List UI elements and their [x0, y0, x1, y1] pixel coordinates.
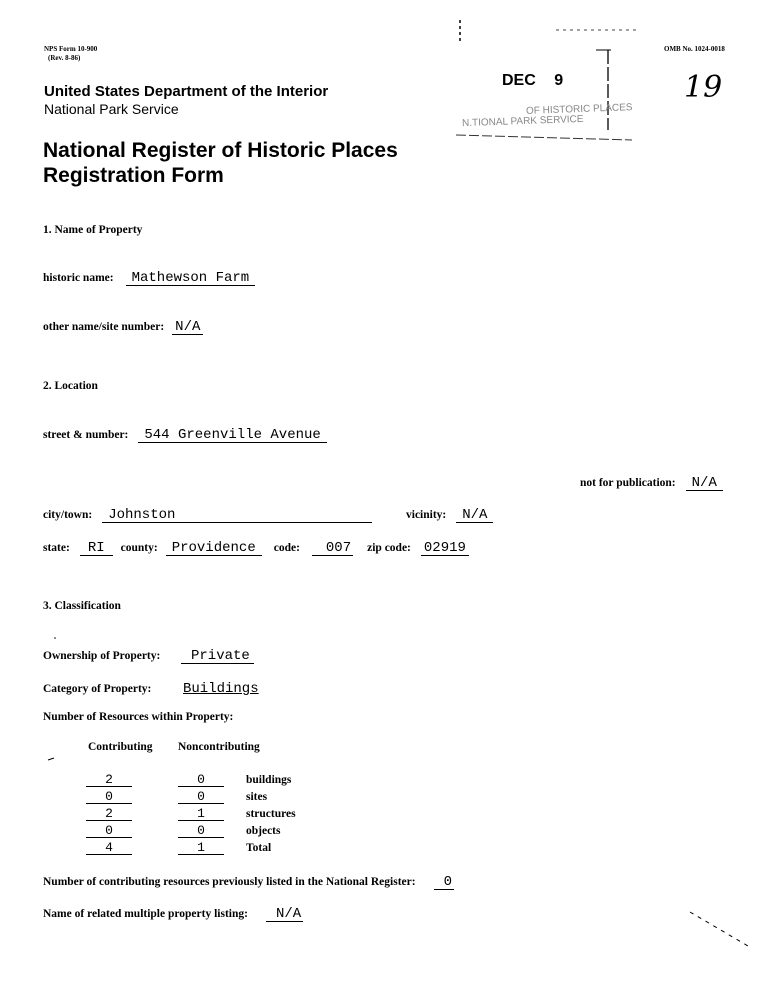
stamp-faded-line-2: OF HISTORIC PLACES: [525, 102, 633, 117]
stamp-faded-line-1: N.TIONAL PARK SERVICE: [461, 113, 584, 130]
contributing-cell[interactable]: 0: [86, 790, 132, 804]
street-label: street & number:: [43, 429, 129, 441]
noncontributing-cell[interactable]: 1: [178, 807, 224, 821]
state-field[interactable]: RI: [80, 541, 113, 556]
service-name: National Park Service: [44, 101, 179, 117]
stamp-month: DEC: [502, 72, 536, 89]
county-label: county:: [120, 542, 158, 554]
title-line-2: Registration Form: [43, 164, 224, 187]
state-label: state:: [43, 542, 70, 554]
county-field[interactable]: Providence: [166, 541, 262, 556]
omb-number: OMB No. 1024-0018: [664, 45, 725, 53]
zip-field[interactable]: 02919: [421, 541, 469, 556]
ownership-label: Ownership of Property:: [43, 650, 161, 662]
category-field[interactable]: Buildings: [183, 681, 259, 697]
resource-type: sites: [246, 790, 268, 803]
other-name-field[interactable]: N/A: [172, 320, 203, 335]
section-2-heading: 2. Location: [43, 380, 98, 392]
vicinity-label: vicinity:: [406, 509, 447, 521]
category-label: Category of Property:: [43, 683, 152, 695]
contributing-cell[interactable]: 2: [86, 807, 132, 821]
resource-type: structures: [246, 807, 296, 820]
noncontributing-cell[interactable]: 1: [178, 841, 224, 855]
section-3-heading: 3. Classification: [43, 600, 121, 612]
street-field[interactable]: 544 Greenville Avenue: [138, 428, 326, 443]
contributing-cell[interactable]: 0: [86, 824, 132, 838]
resources-heading: Number of Resources within Property:: [43, 711, 234, 723]
not-for-publication-field[interactable]: N/A: [686, 476, 723, 491]
other-name-label: other name/site number:: [43, 321, 165, 333]
code-label: code:: [273, 542, 300, 554]
zip-label: zip code:: [367, 542, 411, 554]
resource-type: objects: [246, 824, 281, 837]
city-field[interactable]: Johnston: [102, 508, 372, 523]
form-revision: (Rev. 8-86): [48, 54, 81, 62]
contributing-cell[interactable]: 4: [86, 841, 132, 855]
city-label: city/town:: [43, 509, 93, 521]
stamp-day: 9: [554, 72, 564, 89]
resource-type: buildings: [246, 773, 292, 786]
historic-name-field[interactable]: Mathewson Farm: [126, 271, 256, 286]
col-contributing-header: Contributing: [88, 741, 153, 753]
resource-type: Total: [246, 841, 272, 854]
section-1-heading: 1. Name of Property: [43, 224, 143, 236]
noncontributing-cell[interactable]: 0: [178, 790, 224, 804]
col-noncontributing-header: Noncontributing: [178, 741, 260, 753]
multiple-listing-label: Name of related multiple property listing:: [43, 908, 248, 920]
previously-listed-label: Number of contributing resources previously listed in the National Register:: [43, 876, 416, 888]
department-name: United States Department of the Interior: [44, 83, 329, 100]
previously-listed-field[interactable]: 0: [434, 875, 454, 890]
not-for-publication-label: not for publication:: [580, 477, 676, 489]
multiple-listing-field[interactable]: N/A: [266, 907, 303, 922]
noncontributing-cell[interactable]: 0: [178, 773, 224, 787]
handwritten-number: 19: [684, 70, 723, 105]
ownership-field[interactable]: Private: [181, 649, 254, 664]
title-line-1: National Register of Historic Places: [43, 139, 398, 162]
contributing-cell[interactable]: 2: [86, 773, 132, 787]
noncontributing-cell[interactable]: 0: [178, 824, 224, 838]
vicinity-field[interactable]: N/A: [456, 508, 493, 523]
code-field[interactable]: 007: [312, 541, 353, 556]
historic-name-label: historic name:: [43, 272, 114, 284]
form-number: NPS Form 10-900: [44, 45, 98, 53]
